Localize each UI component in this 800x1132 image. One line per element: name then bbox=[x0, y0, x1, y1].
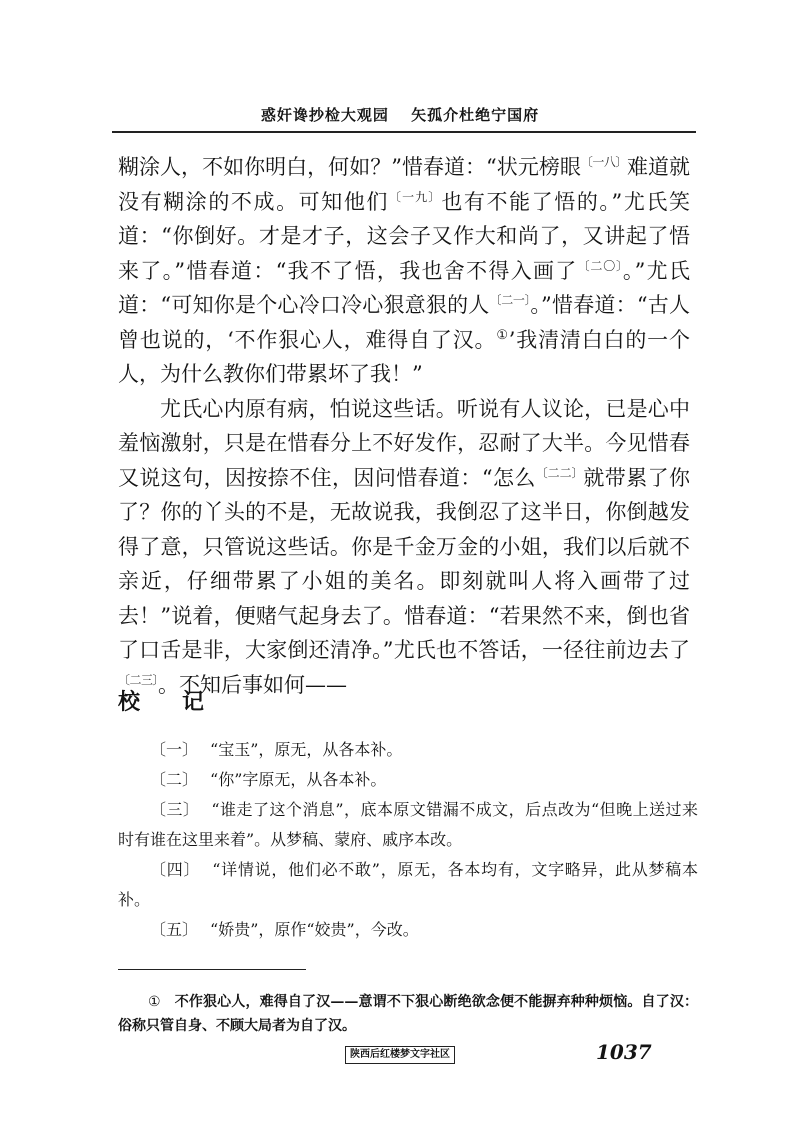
paragraph-2 bbox=[118, 392, 690, 703]
text-run: 尤氏心内原有病，怕说这些话。听说有人议论，已是心中羞恼激射，只是在惜春分上不好发作，忍耐了大半。今见惜春又说这句，因按捺不住，因问惜春道：“怎么 bbox=[118, 396, 690, 490]
collation-note-text: “详情说，他们必不敢”，原无，各本均有，文字略异，此从梦稿本补。 bbox=[118, 860, 698, 909]
running-head-right: 矢孤介杜绝宁国府 bbox=[411, 106, 540, 124]
footnote-rule bbox=[118, 969, 306, 970]
footnote bbox=[118, 990, 698, 1038]
annotation-marker: 〔二一〕 bbox=[489, 293, 531, 307]
collation-note-text: “你”字原无，从各本补。 bbox=[210, 770, 387, 789]
text-run: ’我清清白白的一个人，为什么教你们带累坏了我！” bbox=[118, 327, 690, 386]
text-run: 也有不能了悟的。”尤氏笑道：“你倒好。才是才子，这会子又作大和尚了，又讲起了悟来了。”惜春道：“我不了悟，我也舍不得入画了 bbox=[118, 189, 690, 283]
annotation-marker: 〔二三〕 bbox=[118, 672, 159, 687]
text-run: 。”尤氏道：“可知你是个心冷口冷心狠意狠的人 bbox=[118, 258, 690, 317]
collation-note-text: “娇贵”，原作“姣贵”，今改。 bbox=[210, 920, 419, 939]
footnote-marker: ① bbox=[496, 327, 509, 343]
collation-note-number: 〔四〕 bbox=[150, 860, 201, 879]
collation-note-number: 〔一〕 bbox=[150, 740, 199, 759]
text-run: 就带累了你了？你的丫头的不是，无故说我，我倒忍了这半日，你倒越发得了意，只管说这些话。你是千金万金的小姐，我们以后就不亲近，仔细带累了小姐的美名。即刻就叫人将入画带了过去！”说着，便赌气起身去了。惜春道：“若果然不来，倒也省了口舌是非，大家倒还清净。”尤氏也不答话，一径往前边去了 bbox=[118, 465, 690, 662]
collation-note-number: 〔二〕 bbox=[150, 770, 199, 789]
footnote-paragraph bbox=[118, 990, 698, 1038]
running-head-left: 惑奸谗抄检大观园 bbox=[260, 106, 389, 124]
main-text bbox=[118, 150, 690, 702]
collation-note bbox=[118, 915, 698, 945]
text-run: 糊涂人，不如你明白，何如？”惜春道：“状元榜眼 bbox=[118, 155, 581, 179]
collation-note-number: 〔三〕 bbox=[150, 800, 200, 819]
annotation-marker: 〔二〇〕 bbox=[577, 258, 623, 273]
source-stamp: 陕西后红楼梦文字社区 bbox=[345, 1046, 455, 1064]
running-head bbox=[0, 104, 800, 125]
collation-note-number: 〔五〕 bbox=[150, 920, 199, 939]
collation-note bbox=[118, 795, 698, 855]
page-number: 1037 bbox=[596, 1040, 652, 1064]
text-run: 难道就没有糊涂的不成。可知他们 bbox=[118, 155, 690, 214]
text-run: 。”惜春道：“古人曾也说的，‘不作狠心人，难得自了汉。 bbox=[118, 293, 690, 352]
collation-note-text: “宝玉”，原无，从各本补。 bbox=[210, 740, 403, 759]
collation-notes bbox=[118, 735, 698, 945]
collation-note-text: “谁走了这个消息”，底本原文错漏不成文，后点改为“但晚上送过来时有谁在这里来着”。从梦稿、蒙府、戚序本改。 bbox=[118, 800, 698, 849]
collation-note bbox=[118, 765, 698, 795]
paragraph-1 bbox=[118, 150, 690, 392]
heading-char: 校 bbox=[118, 690, 141, 715]
annotation-marker: 〔二二〕 bbox=[535, 465, 584, 480]
annotation-marker: 〔一八〕 bbox=[580, 155, 627, 169]
footnote-mark: ① bbox=[148, 994, 161, 1010]
section-heading bbox=[118, 685, 246, 716]
collation-note bbox=[118, 855, 698, 915]
annotation-marker: 〔一九〕 bbox=[389, 189, 442, 204]
collation-note bbox=[118, 735, 698, 765]
text-run: 。不知后事如何—— bbox=[158, 672, 348, 697]
heading-char: 记 bbox=[182, 690, 205, 715]
header-rule bbox=[112, 131, 696, 133]
footnote-text: 不作狠心人，难得自了汉——意谓不下狠心断绝欲念便不能摒弃种种烦恼。自了汉：俗称只管自身、不顾大局者为自了汉。 bbox=[118, 994, 698, 1034]
